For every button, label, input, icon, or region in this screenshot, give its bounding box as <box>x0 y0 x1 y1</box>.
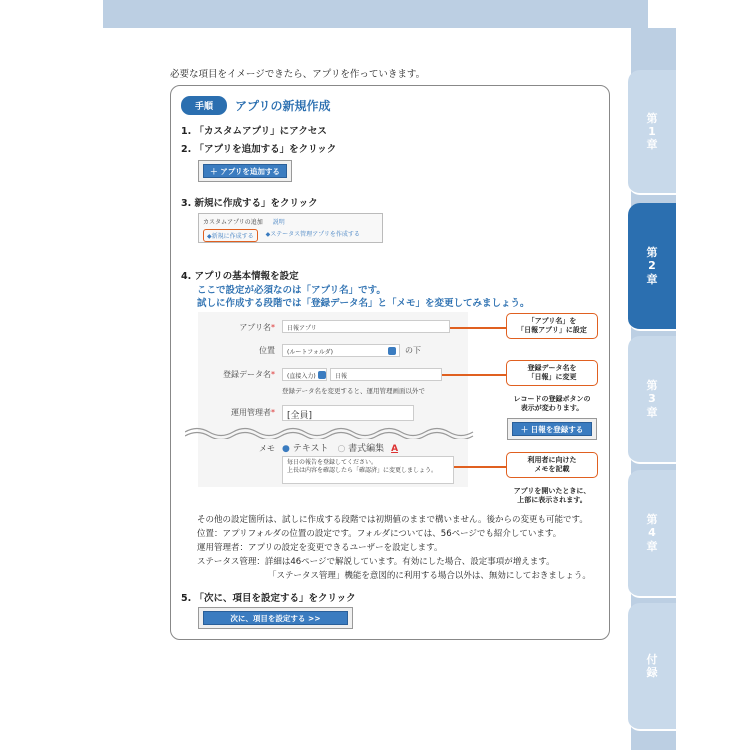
add-app-frame <box>198 160 292 182</box>
top-band <box>103 0 648 28</box>
record-name-help: 登録データ名を変更すると、運用管理画面以外で <box>282 387 425 395</box>
tab-chapter-2[interactable] <box>628 203 676 331</box>
rich-edit-icon[interactable]: A <box>391 444 399 454</box>
memo-line: 上長は内容を確認したら「確認済」に変更しましょう。 <box>287 467 438 475</box>
step-4: 4. アプリの基本情報を設定 <box>181 271 299 282</box>
cut-wave <box>185 425 475 439</box>
step-1: 1. 「カスタムアプリ」にアクセス <box>181 126 327 137</box>
desc-line: その他の設定箇所は、試しに作成する段階では初期値のままで構いません。後からの変更も可能です。 <box>197 515 588 525</box>
desc-line: 位置：アプリフォルダの位置の設定です。フォルダについては、56ページでも紹介しています。 <box>197 529 562 539</box>
record-name-select[interactable]: (直接入力) <box>282 368 327 381</box>
tab-label: 章 <box>646 405 658 419</box>
radio-selected-icon[interactable]: ● <box>282 444 290 454</box>
register-button-frame <box>507 418 597 440</box>
record-button-note: レコードの登録ボタンの 表示が変わります。 <box>513 395 591 413</box>
memo-rich-option[interactable]: 書式編集 <box>348 444 385 454</box>
tab-label: 録 <box>646 666 658 679</box>
tab-label: 2 <box>648 259 656 273</box>
tab-label: 第 <box>646 513 658 527</box>
record-dropdown-icon[interactable] <box>318 371 326 379</box>
memo-note: アプリを開いたときに、 上部に表示されます。 <box>513 487 591 505</box>
required-note: ここで設定が必須なのは「アプリ名」です。 <box>197 285 386 296</box>
tab-chapter-4[interactable] <box>628 470 676 598</box>
desc-line: 運用管理者：アプリの設定を変更できるユーザーを設定します。 <box>197 543 443 553</box>
callout-app-name: 「アプリ名」を 「日報アプリ」に設定 <box>506 313 598 339</box>
record-name-label: 登録データ名* <box>223 370 275 379</box>
callout-connector <box>442 374 506 376</box>
step-2: 2. 「アプリを追加する」をクリック <box>181 144 337 155</box>
shot-title-row <box>203 217 285 226</box>
tab-label: 第 <box>646 111 658 125</box>
admin-input[interactable]: [全員] <box>282 405 414 421</box>
procedure-badge: 手順 <box>181 96 227 115</box>
location-label: 位置 <box>259 346 275 355</box>
radio-empty-icon[interactable]: ○ <box>337 444 346 454</box>
memo-textarea[interactable] <box>282 456 454 484</box>
tab-appendix[interactable] <box>628 603 676 731</box>
memo-label: メモ <box>259 444 275 453</box>
register-daily-button[interactable]: ＋ 日報を登録する <box>512 422 592 436</box>
next-settings-frame <box>198 607 353 629</box>
callout-connector <box>450 327 506 329</box>
location-dropdown-icon[interactable] <box>388 347 396 355</box>
procedure-title: アプリの新規作成 <box>235 99 331 113</box>
memo-line: 毎日の報告を登録してください。 <box>287 459 378 466</box>
intro-text: 必要な項目をイメージできたら、アプリを作っていきます。 <box>170 69 426 80</box>
callout-record-name: 登録データ名を 「日報」に変更 <box>506 360 598 386</box>
memo-format-options <box>282 441 398 454</box>
shot-action-row <box>203 229 360 242</box>
tab-label: 第 <box>646 379 658 393</box>
tab-label: 付 <box>646 652 658 666</box>
tab-chapter-1[interactable] <box>628 70 676 195</box>
tab-chapter-3[interactable] <box>628 336 676 464</box>
next-settings-button[interactable]: 次に、項目を設定する >> <box>203 611 348 625</box>
admin-label: 運用管理者* <box>231 408 275 417</box>
add-app-button[interactable]: ＋ アプリを追加する <box>203 164 287 178</box>
app-name-label: アプリ名* <box>239 323 275 332</box>
location-select[interactable] <box>282 344 400 357</box>
memo-text-option[interactable]: テキスト <box>292 444 329 454</box>
step-5: 5. 「次に、項目を設定する」をクリック <box>181 593 356 604</box>
tab-label: 章 <box>646 138 658 152</box>
procedure-header <box>181 96 331 115</box>
shot-title: カスタムアプリの追加 <box>203 219 263 226</box>
tab-label: 章 <box>646 539 658 553</box>
add-app-screenshot <box>198 213 383 243</box>
desc-line: ステータス管理：詳細は46ページで解説しています。有効にした場合、設定事項が増えます。 <box>197 557 555 567</box>
shot-help-link[interactable]: 説明 <box>272 219 285 226</box>
location-value: (ルートフォルダ) <box>287 349 333 356</box>
try-note: 試しに作成する段階では「登録データ名」と「メモ」を変更してみましょう。 <box>197 298 530 309</box>
tab-label: 4 <box>648 526 656 540</box>
tab-label: 章 <box>646 272 658 286</box>
record-name-input[interactable]: 日報 <box>330 368 442 381</box>
desc-line: 「ステータス管理」機能を意図的に利用する場合以外は、無効にしておきましょう。 <box>268 571 591 581</box>
step-3: 3. 新規に作成する」をクリック <box>181 198 318 209</box>
callout-memo: 利用者に向けた メモを記載 <box>506 452 598 478</box>
create-status-app-link[interactable]: ◆ステータス管理アプリを作成する <box>265 231 360 238</box>
app-name-input[interactable]: 日報アプリ <box>282 320 450 333</box>
callout-connector <box>454 466 506 468</box>
tab-label: 第 <box>646 246 658 260</box>
location-suffix: の下 <box>405 346 421 355</box>
tab-label: 1 <box>648 124 656 138</box>
tab-label: 3 <box>648 392 656 406</box>
create-new-button[interactable]: ◆新規に作成する <box>203 229 258 242</box>
